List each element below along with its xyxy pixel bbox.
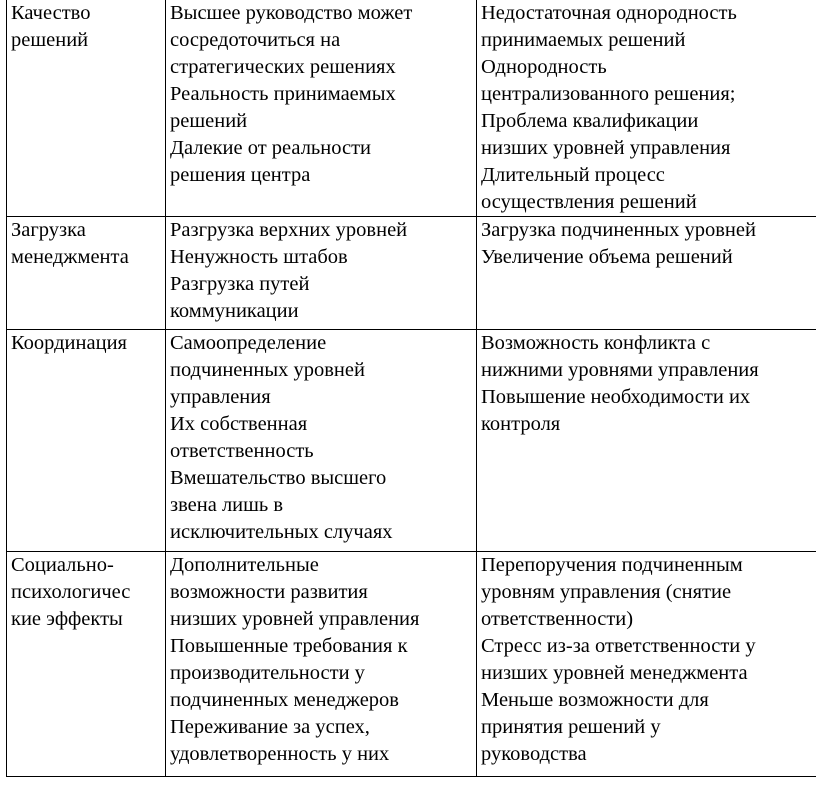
- cell-text-line: осуществления решений: [481, 191, 697, 213]
- cell-text-line: низших уровней менеджмента: [481, 662, 748, 684]
- disadvantages-cell: [477, 330, 816, 552]
- cell-text-line: Самоопределение: [170, 332, 327, 354]
- cell-text-line: нижними уровнями управления: [481, 359, 759, 381]
- advantages-cell: [166, 552, 477, 777]
- cell-text-line: Проблема квалификации: [481, 110, 699, 132]
- cell-text-line: руководства: [481, 743, 587, 765]
- cell-text-line: Координация: [11, 332, 127, 354]
- cell-text-line: Недостаточная однородность: [481, 2, 737, 24]
- cell-text-line: Загрузка: [11, 219, 86, 241]
- advantages-cell: [166, 330, 477, 552]
- cell-text-line: производительности у: [170, 662, 365, 684]
- cell-text-line: Повышенные требования к: [170, 635, 408, 657]
- cell-text-line: кие эффекты: [11, 608, 123, 630]
- cell-text-line: Разгрузка путей: [170, 273, 310, 295]
- criterion-cell: [7, 217, 166, 330]
- cell-text-line: возможности развития: [170, 581, 368, 603]
- disadvantages-cell: [477, 0, 816, 217]
- cell-text-line: подчиненных уровней: [170, 359, 365, 381]
- cell-text-line: уровням управления (снятие: [481, 581, 732, 603]
- cell-text-line: Ненужность штабов: [170, 246, 348, 268]
- criterion-cell: [7, 0, 166, 217]
- cell-text-line: решений: [11, 29, 89, 51]
- table-row: [7, 552, 816, 777]
- cell-text-line: Качество: [11, 2, 91, 24]
- advantages-cell: [166, 0, 477, 217]
- cell-text-line: исключительных случаях: [170, 521, 393, 543]
- cell-text-line: Их собственная: [170, 413, 308, 435]
- comparison-table: [6, 0, 816, 777]
- cell-text-line: принятия решений у: [481, 716, 661, 738]
- cell-text-line: низших уровней управления: [481, 137, 731, 159]
- cell-text-line: ответственность: [170, 440, 314, 462]
- cell-text-line: Загрузка подчиненных уровней: [481, 219, 756, 241]
- cell-text-line: менеджмента: [11, 246, 129, 268]
- cell-text-line: подчиненных менеджеров: [170, 689, 399, 711]
- cell-text-line: Повышение необходимости их: [481, 386, 751, 408]
- cell-text-line: Перепоручения подчиненным: [481, 554, 743, 576]
- table-row: [7, 217, 816, 330]
- cell-text-line: удовлетворенность у них: [170, 743, 390, 765]
- cell-text-line: контроля: [481, 413, 561, 435]
- criterion-cell: [7, 330, 166, 552]
- cell-text-line: стратегических решениях: [170, 56, 396, 78]
- cell-text-line: звена лишь в: [170, 494, 284, 516]
- cell-text-line: принимаемых решений: [481, 29, 686, 51]
- cell-text-line: ответственности): [481, 608, 634, 630]
- cell-text-line: Дополнительные: [170, 554, 319, 576]
- table-row: [7, 330, 816, 552]
- cell-text-line: решений: [170, 110, 248, 132]
- advantages-cell: [166, 217, 477, 330]
- cell-text-line: Стресс из-за ответственности у: [481, 635, 756, 657]
- cell-text-line: Увеличение объема решений: [481, 246, 733, 268]
- cell-text-line: коммуникации: [170, 300, 299, 322]
- disadvantages-cell: [477, 217, 816, 330]
- cell-text-line: Социально-: [11, 554, 114, 576]
- cell-text-line: Вмешательство высшего: [170, 467, 387, 489]
- cell-text-line: сосредоточиться на: [170, 29, 341, 51]
- cell-text-line: Длительный процесс: [481, 164, 665, 186]
- cell-text-line: управления: [170, 386, 271, 408]
- cell-text-line: Далекие от реальности: [170, 137, 372, 159]
- cell-text-line: Переживание за успех,: [170, 716, 370, 738]
- cell-text-line: низших уровней управления: [170, 608, 420, 630]
- cell-text-line: психологичес: [11, 581, 131, 603]
- disadvantages-cell: [477, 552, 816, 777]
- cell-text-line: Возможность конфликта с: [481, 332, 711, 354]
- cell-text-line: централизованного решения;: [481, 83, 736, 105]
- cell-text-line: Реальность принимаемых: [170, 83, 396, 105]
- cell-text-line: Однородность: [481, 56, 607, 78]
- table-row: [7, 0, 816, 217]
- cell-text-line: решения центра: [170, 164, 311, 186]
- cell-text-line: Меньше возможности для: [481, 689, 709, 711]
- cell-text-line: Высшее руководство может: [170, 2, 413, 24]
- criterion-cell: [7, 552, 166, 777]
- cell-text-line: Разгрузка верхних уровней: [170, 219, 408, 241]
